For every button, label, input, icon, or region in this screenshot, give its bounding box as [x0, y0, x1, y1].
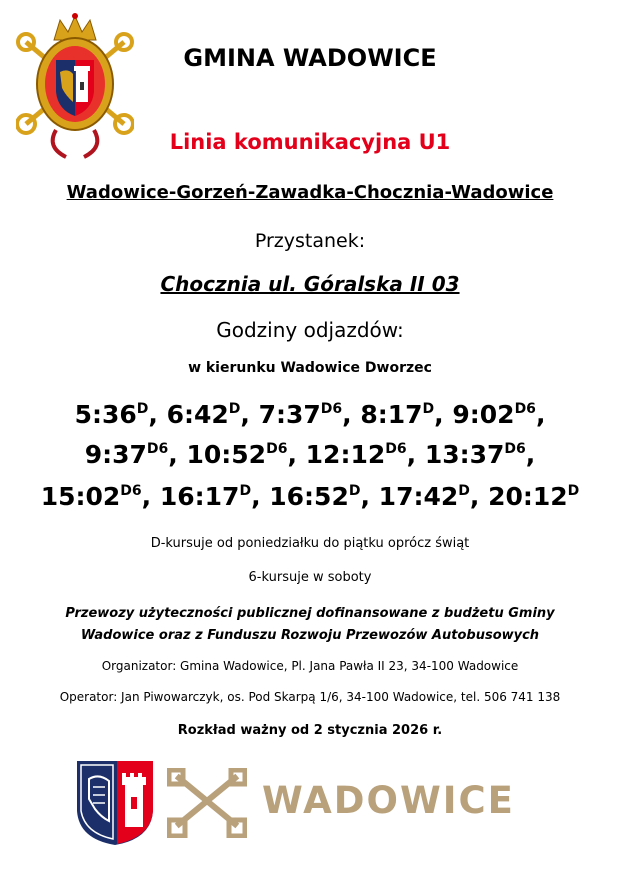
note-d-weekdays: D-kursuje od poniedziałku do piątku oprócz świąt	[150, 536, 470, 551]
funding-notice: Przewozy użyteczności publicznej dofinansowane z budżetu Gminy Wadowice oraz z Funduszu Rozwoju Przewozów Autobusowych	[65, 606, 555, 643]
departure-time: 8:17	[360, 400, 423, 429]
departure-mark: D6	[266, 441, 288, 457]
departure-time: 9:02	[452, 400, 515, 429]
departure-mark: D	[422, 401, 435, 417]
wadowice-brand-wordmark: WADOWICE	[262, 779, 515, 822]
coat-of-arms-icon	[16, 12, 134, 162]
note-6-saturdays: 6-kursuje w soboty	[248, 570, 372, 585]
stop-label: Przystanek:	[254, 230, 366, 252]
departure-mark: D	[567, 483, 580, 499]
line-title: Linia komunikacyjna U1	[169, 130, 451, 154]
departure-time: 17:42	[378, 482, 459, 511]
departure-time: 16:52	[269, 482, 349, 511]
municipality-title: GMINA WADOWICE	[183, 44, 437, 72]
departure-times-line: $15:02^{D6}$, $16:17^D$, $16:52^D$, $17:42^D$, $20:12^D$	[40, 482, 580, 511]
departure-time: 5:36	[74, 400, 137, 429]
departure-mark: D6	[514, 401, 536, 417]
crossed-keys-icon	[167, 768, 247, 838]
departure-times-line: $9:37^{D6}$, $10:52^{D6}$, $12:12^{D6}$, $13:37^{D6}$,	[84, 440, 536, 469]
departure-time: 10:52	[186, 440, 267, 469]
departure-time: 15:02	[40, 482, 121, 511]
departure-mark: D	[239, 483, 252, 499]
departure-time: 12:12	[305, 440, 386, 469]
direction-label: w kierunku Wadowice Dworzec	[188, 360, 432, 376]
departure-mark: D6	[146, 441, 169, 457]
operator-info: Operator: Jan Piwowarczyk, os. Pod Skarpą 1/6, 34-100 Wadowice, tel. 506 741 138	[59, 690, 561, 704]
departure-mark: D	[228, 401, 241, 417]
departure-mark: D	[136, 401, 149, 417]
validity-date: Rozkład ważny od 2 stycznia 2026 r.	[177, 723, 443, 738]
stop-name: Chocznia ul. Góralska II 03	[160, 272, 460, 296]
departure-mark: D6	[120, 483, 142, 499]
wadowice-shield-logo-icon	[75, 759, 155, 847]
departure-time: 9:37	[84, 440, 147, 469]
departure-time: 20:12	[488, 482, 568, 511]
departure-time: 16:17	[159, 482, 240, 511]
departure-time: 13:37	[424, 440, 505, 469]
route-name: Wadowice-Gorzeń-Zawadka-Chocznia-Wadowice	[66, 182, 554, 203]
departure-time: 6:42	[166, 400, 229, 429]
departure-times-line: $5:36^D$, $6:42^D$, $7:37^{D6}$, $8:17^D$, $9:02^{D6}$,	[74, 400, 546, 429]
departure-time: 7:37	[258, 400, 321, 429]
departure-mark: D6	[320, 401, 343, 417]
departure-mark: D	[348, 483, 361, 499]
departure-mark: D6	[385, 441, 407, 457]
departure-mark: D6	[504, 441, 526, 457]
departures-label: Godziny odjazdów:	[216, 318, 404, 342]
departure-mark: D	[458, 483, 470, 499]
organizer-info: Organizator: Gmina Wadowice, Pl. Jana Pawła II 23, 34-100 Wadowice	[101, 659, 519, 673]
